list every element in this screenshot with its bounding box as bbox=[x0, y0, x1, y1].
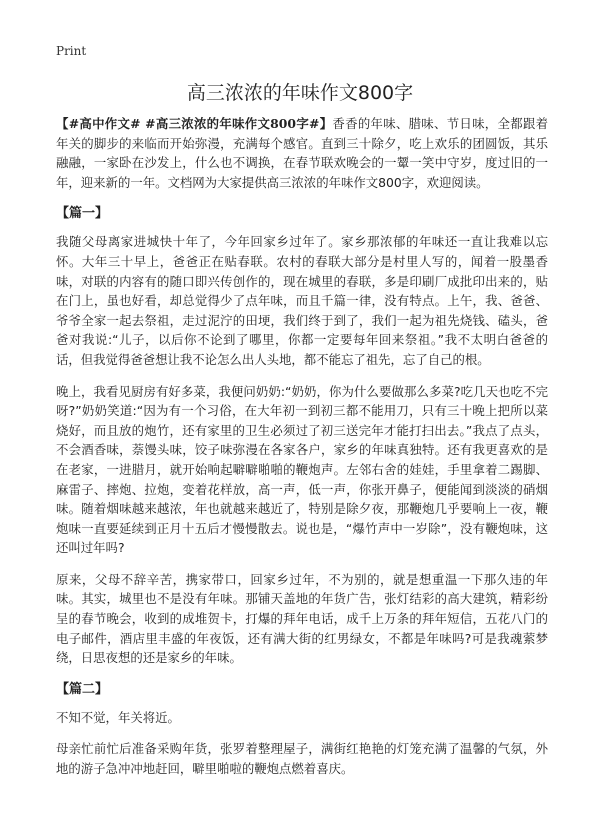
print-link[interactable]: Print bbox=[56, 44, 87, 58]
page-title: 高三浓浓的年味作文800字 bbox=[186, 82, 414, 104]
section-heading: 【篇一】 bbox=[56, 206, 109, 222]
article-body bbox=[56, 114, 548, 791]
article-paragraph: 我随父母离家进城快十年了，今年回家乡过年了。家乡那浓郁的年味还一直让我难以忘怀。大年三十早上，爸爸正在贴春联。农村的春联大部分是村里人写的，闻着一股墨香味，对联的内容有的随口即兴传创作的，现在城里的春联，多是印刷厂成批印出来的，贴在门上，虽也好看，却总觉得少了点年味，而且千篇一律，没有特点。上午，我、爸爸、爷爷全家一起去祭祖，走过泥泞的田埂，我们终于到了，我们一起为祖先烧钱、磕头，爸爸对我说:“儿子，以后你不论到了哪里，你都一定要每年回来祭祖。”我不太明白爸爸的话，但我觉得爸爸想让我不论怎么出人头地，都不能忘了祖先，忘了自己的根。 bbox=[56, 234, 548, 367]
article-paragraph: 母亲忙前忙后准备采购年货，张罗着整理屋子，满街红艳艳的灯笼充满了温馨的气氛，外地的游子急冲冲地赶回，噼里啪啦的鞭炮点燃着喜庆。 bbox=[56, 741, 548, 777]
intro-paragraph bbox=[56, 114, 548, 192]
intro-text: 香香的年味、腊味、节日味，全都跟着年关的脚步的来临而开始弥漫，充满每个感官。直到三十除夕，吃上欢乐的团圆饭，其乐融融，一家卧在沙发上，什么也不调换，在春节联欢晚会的一颦一笑中守岁，度过旧的一年，迎来新的一年。文档网为大家提供高三浓浓的年味作文800字，欢迎阅读。 bbox=[56, 116, 548, 190]
article-paragraph: 晚上，我看见厨房有好多菜，我便问奶奶:“奶奶，你为什么要做那么多菜?吃几天也吃不完呀?”奶奶笑道:“因为有一个习俗，在大年初一到初三都不能用刀，只有三十晚上把所以菜烧好，而且放的炮竹，还有家里的卫生必须过了初三送完年才能打扫出去。”我点了点头，不会酒香味，萘馒头味，饺子味弥漫在各家各户，家乡的年味真独特。还有我更喜欢的是在老家，一进腊月，就开始响起噼噼啪啪的鞭炮声。左邻右舍的娃娃，手里拿着二踢脚、麻雷子、摔炮、拉炮，变着花样放，高一声，低一声，你张开鼻子，便能闻到淡淡的硝烟味。随着烟味越来越浓，年也就越来越近了，特别是除夕夜，那鞭炮几乎要响上一夜，鞭炮味一直要延续到正月十五后才慢慢散去。说也是，“爆竹声中一岁除”，没有鞭炮味，这还叫过年吗? bbox=[56, 383, 548, 556]
article-paragraph: 原来，父母不辞辛苦，携家带口，回家乡过年，不为别的，就是想重温一下那久违的年味。其实，城里也不是没有年味。那铺天盖地的年货广告，张灯结彩的高大建筑，精彩纷呈的春节晚会，收到的成堆贺卡，打爆的拜年电话，成千上万条的拜年短信，五花八门的电子邮件，酒店里丰盛的年夜饭，还有满大街的红男绿女，不都是年味吗?可是我魂萦梦绕，日思夜想的还是家乡的年味。 bbox=[56, 571, 548, 666]
section-heading: 【篇二】 bbox=[56, 681, 109, 697]
intro-tag: 【#高中作文# #高三浓浓的年味作文800字#】 bbox=[56, 116, 333, 131]
article-paragraph: 不知不觉，年关将近。 bbox=[56, 709, 180, 725]
